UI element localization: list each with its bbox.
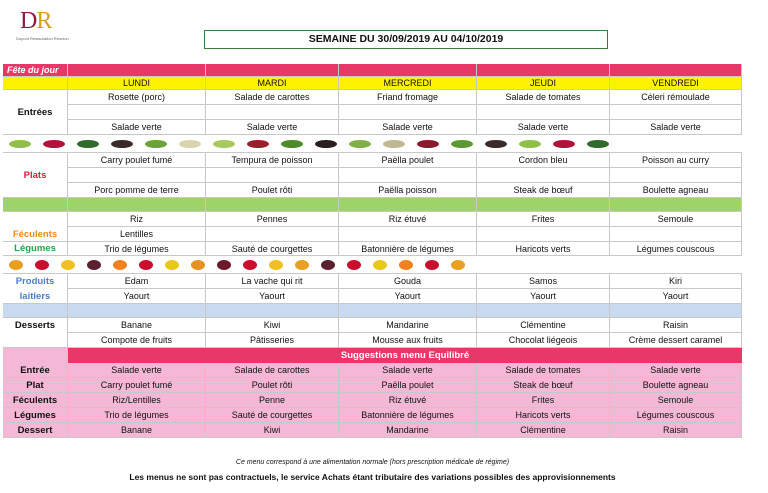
menu-cell[interactable] <box>206 227 339 242</box>
fete-cell[interactable] <box>339 64 477 77</box>
fete-label[interactable]: Fête du jour <box>3 64 68 77</box>
menu-cell[interactable]: Salade verte <box>68 120 206 135</box>
menu-cell[interactable]: Haricots verts <box>477 242 610 256</box>
separator-cell[interactable] <box>68 198 206 212</box>
suggestions-banner <box>3 348 742 363</box>
vegetable-icon <box>77 140 99 148</box>
suggestion-label[interactable]: Féculents <box>3 393 68 408</box>
suggestion-row <box>3 408 742 423</box>
menu-cell[interactable]: Mousse aux fruits <box>339 333 477 348</box>
blue-separator <box>3 304 742 318</box>
menu-cell[interactable] <box>339 168 477 183</box>
menu-cell[interactable]: Frites <box>477 212 610 227</box>
menu-cell[interactable]: Yaourt <box>477 289 610 304</box>
legumes-label[interactable]: Légumes <box>3 242 68 256</box>
vegetable-icon <box>349 140 371 148</box>
entrees-row-1 <box>3 90 742 105</box>
fruits-decoration <box>3 256 742 274</box>
suggestion-row <box>3 423 742 438</box>
menu-cell[interactable]: Pâtisseries <box>206 333 339 348</box>
fete-row <box>3 64 742 77</box>
plats-row-3 <box>3 183 742 198</box>
menu-cell[interactable]: Sauté de courgettes <box>206 242 339 256</box>
label-spacer <box>3 120 68 135</box>
suggestion-cell[interactable]: Salade de carottes <box>206 363 339 378</box>
suggestion-label[interactable]: Entrée <box>3 363 68 378</box>
menu-cell[interactable]: Banane <box>68 318 206 333</box>
logo-mark: DR <box>20 8 52 34</box>
fete-cell[interactable] <box>610 64 742 77</box>
vegetable-icon <box>145 140 167 148</box>
menu-cell[interactable]: Kiri <box>610 274 742 289</box>
separator-cell[interactable] <box>610 198 742 212</box>
laitiers-label-1[interactable]: Produits <box>3 274 68 289</box>
suggestion-row <box>3 393 742 408</box>
suggestion-row <box>3 378 742 393</box>
logo <box>16 8 86 44</box>
fruit-icon <box>425 260 439 270</box>
fruit-icon <box>295 260 309 270</box>
menu-cell[interactable]: Clémentine <box>477 318 610 333</box>
menu-cell[interactable]: Cordon bleu <box>477 153 610 168</box>
menu-cell[interactable] <box>206 105 339 120</box>
desserts-row-1 <box>3 318 742 333</box>
note-disclaimer: Les menus ne sont pas contractuels, le service Achats étant tributaire des variations possibles des approvisionnements <box>129 472 616 482</box>
fruit-icon <box>139 260 153 270</box>
menu-cell[interactable] <box>610 227 742 242</box>
suggestion-cell[interactable]: Semoule <box>610 393 742 408</box>
menu-cell[interactable]: Yaourt <box>206 289 339 304</box>
suggestion-cell[interactable]: Trio de légumes <box>68 408 206 423</box>
menu-cell[interactable]: La vache qui rit <box>206 274 339 289</box>
label-spacer <box>3 90 68 105</box>
fruit-icon <box>243 260 257 270</box>
suggestion-cell[interactable]: Raisin <box>610 423 742 438</box>
suggestion-cell[interactable]: Poulet rôti <box>206 378 339 393</box>
menu-cell[interactable]: Gouda <box>339 274 477 289</box>
separator-cell[interactable] <box>477 304 610 318</box>
separator-cell[interactable] <box>206 198 339 212</box>
separator-cell[interactable] <box>3 304 68 318</box>
menu-cell[interactable] <box>477 105 610 120</box>
suggestion-cell[interactable]: Riz/Lentilles <box>68 393 206 408</box>
fruit-icon <box>113 260 127 270</box>
desserts-label[interactable]: Desserts <box>3 318 68 333</box>
menu-cell[interactable]: Tempura de poisson <box>206 153 339 168</box>
menu-cell[interactable] <box>339 227 477 242</box>
day-header[interactable]: VENDREDI <box>610 77 742 90</box>
vegetable-icon <box>451 140 473 148</box>
menu-cell[interactable]: Poisson au curry <box>610 153 742 168</box>
feculents-label[interactable]: Féculents <box>3 227 68 242</box>
suggestion-cell[interactable]: Sauté de courgettes <box>206 408 339 423</box>
menu-cell[interactable]: Salade de carottes <box>206 90 339 105</box>
suggestion-label[interactable]: Dessert <box>3 423 68 438</box>
menu-cell[interactable]: Paëlla poulet <box>339 153 477 168</box>
logo-subtitle: Dupont Restauration Réunion <box>16 36 69 41</box>
menu-cell[interactable]: Salade verte <box>339 120 477 135</box>
days-row <box>3 77 742 90</box>
desserts-row-2 <box>3 333 742 348</box>
day-header[interactable]: LUNDI <box>68 77 206 90</box>
label-spacer <box>3 153 68 168</box>
suggestion-cell[interactable]: Boulette agneau <box>610 378 742 393</box>
vegetable-icon <box>111 140 133 148</box>
plats-row-2 <box>3 168 742 183</box>
suggestion-cell[interactable]: Haricots verts <box>477 408 610 423</box>
vegetable-icon <box>519 140 541 148</box>
vegetable-icon <box>315 140 337 148</box>
fruit-icon <box>217 260 231 270</box>
menu-cell[interactable]: Pennes <box>206 212 339 227</box>
menu-cell[interactable]: Carry poulet fumé <box>68 153 206 168</box>
suggestion-cell[interactable]: Salade verte <box>68 363 206 378</box>
label-spacer <box>3 212 68 227</box>
laitiers-row-2 <box>3 289 742 304</box>
entrees-label[interactable]: Entrées <box>3 105 68 120</box>
menu-cell[interactable]: Compote de fruits <box>68 333 206 348</box>
separator-cell[interactable] <box>477 198 610 212</box>
fruit-icon <box>269 260 283 270</box>
suggestion-cell[interactable]: Clémentine <box>477 423 610 438</box>
menu-cell[interactable]: Chocolat liégeois <box>477 333 610 348</box>
suggestion-cell[interactable]: Steak de bœuf <box>477 378 610 393</box>
suggestion-cell[interactable]: Kiwi <box>206 423 339 438</box>
separator-cell[interactable] <box>3 198 68 212</box>
menu-cell[interactable] <box>477 168 610 183</box>
entrees-row-3 <box>3 120 742 135</box>
menu-cell[interactable]: Riz étuvé <box>339 212 477 227</box>
suggestion-cell[interactable]: Paëlla poulet <box>339 378 477 393</box>
suggestion-cell[interactable]: Batonnière de légumes <box>339 408 477 423</box>
suggestion-cell[interactable]: Légumes couscous <box>610 408 742 423</box>
menu-cell[interactable] <box>68 105 206 120</box>
laitiers-row-1 <box>3 274 742 289</box>
vegetable-icon <box>553 140 575 148</box>
suggestion-cell[interactable]: Carry poulet fumé <box>68 378 206 393</box>
menu-cell[interactable]: Lentilles <box>68 227 206 242</box>
fruit-icon <box>191 260 205 270</box>
feculents-row-1 <box>3 212 742 227</box>
suggestion-cell[interactable]: Salade verte <box>339 363 477 378</box>
banner-left[interactable] <box>3 348 68 363</box>
suggestion-label[interactable]: Légumes <box>3 408 68 423</box>
fruit-icon <box>347 260 361 270</box>
corner-cell[interactable] <box>3 77 68 90</box>
fruit-icon <box>87 260 101 270</box>
menu-cell[interactable]: Porc pomme de terre <box>68 183 206 198</box>
legumes-row <box>3 242 742 256</box>
menu-grid <box>3 64 742 438</box>
vegetable-icon <box>281 140 303 148</box>
vegetable-icon <box>9 140 31 148</box>
vegetable-icon <box>417 140 439 148</box>
menu-cell[interactable]: Légumes couscous <box>610 242 742 256</box>
fruit-icon <box>451 260 465 270</box>
fete-cell[interactable] <box>477 64 610 77</box>
fruit-icon <box>61 260 75 270</box>
menu-cell[interactable]: Salade verte <box>206 120 339 135</box>
week-title[interactable]: SEMAINE DU 30/09/2019 AU 04/10/2019 <box>204 30 608 49</box>
suggestion-cell[interactable]: Banane <box>68 423 206 438</box>
menu-cell[interactable]: Steak de bœuf <box>477 183 610 198</box>
vegetable-icon <box>383 140 405 148</box>
fete-cell[interactable] <box>68 64 206 77</box>
suggestions-title[interactable]: Suggestions menu Equilibré <box>68 348 742 363</box>
label-spacer <box>3 183 68 198</box>
menu-cell[interactable]: Edam <box>68 274 206 289</box>
menu-cell[interactable]: Boulette agneau <box>610 183 742 198</box>
suggestion-cell[interactable]: Penne <box>206 393 339 408</box>
plats-label[interactable]: Plats <box>3 168 68 183</box>
menu-cell[interactable]: Yaourt <box>68 289 206 304</box>
vegetable-icon <box>43 140 65 148</box>
menu-cell[interactable]: Raisin <box>610 318 742 333</box>
menu-cell[interactable] <box>610 105 742 120</box>
fruit-icon <box>165 260 179 270</box>
menu-cell[interactable] <box>206 168 339 183</box>
fruit-icon <box>35 260 49 270</box>
vegetable-icon <box>213 140 235 148</box>
menu-cell[interactable]: Céleri rémoulade <box>610 90 742 105</box>
menu-cell[interactable]: Yaourt <box>339 289 477 304</box>
suggestion-cell[interactable]: Frites <box>477 393 610 408</box>
menu-cell[interactable]: Samos <box>477 274 610 289</box>
menu-cell[interactable]: Paëlla poisson <box>339 183 477 198</box>
menu-cell[interactable]: Salade verte <box>477 120 610 135</box>
suggestion-row <box>3 363 742 378</box>
plats-row-1 <box>3 153 742 168</box>
fruit-icon <box>321 260 335 270</box>
day-header[interactable]: MERCREDI <box>339 77 477 90</box>
menu-cell[interactable] <box>477 227 610 242</box>
suggestion-cell[interactable]: Riz étuvé <box>339 393 477 408</box>
vegetables-decoration <box>3 135 742 153</box>
menu-cell[interactable]: Mandarine <box>339 318 477 333</box>
suggestion-cell[interactable]: Mandarine <box>339 423 477 438</box>
menu-cell[interactable]: Kiwi <box>206 318 339 333</box>
vegetable-icon <box>485 140 507 148</box>
menu-cell[interactable] <box>339 105 477 120</box>
menu-cell[interactable]: Trio de légumes <box>68 242 206 256</box>
menu-cell[interactable]: Poulet rôti <box>206 183 339 198</box>
vegetable-icon <box>247 140 269 148</box>
separator-cell[interactable] <box>339 198 477 212</box>
fruit-icon <box>399 260 413 270</box>
note-normal-diet: Ce menu correspond à une alimentation normale (hors prescription médicale de régime) <box>235 459 510 466</box>
day-header[interactable]: MARDI <box>206 77 339 90</box>
menu-cell[interactable]: Semoule <box>610 212 742 227</box>
menu-cell[interactable]: Friand fromage <box>339 90 477 105</box>
menu-cell[interactable]: Crème dessert caramel <box>610 333 742 348</box>
menu-cell[interactable] <box>68 168 206 183</box>
vegetable-icon <box>179 140 201 148</box>
suggestion-cell[interactable]: Salade de tomates <box>477 363 610 378</box>
menu-cell[interactable]: Riz <box>68 212 206 227</box>
menu-cell[interactable]: Salade de tomates <box>477 90 610 105</box>
laitiers-label-2[interactable]: laitiers <box>3 289 68 304</box>
menu-cell[interactable]: Yaourt <box>610 289 742 304</box>
fruit-icon <box>9 260 23 270</box>
green-separator <box>3 198 742 212</box>
vegetable-icon <box>587 140 609 148</box>
fruit-icon <box>373 260 387 270</box>
suggestion-label[interactable]: Plat <box>3 378 68 393</box>
fete-cell[interactable] <box>206 64 339 77</box>
menu-cell[interactable]: Salade verte <box>610 120 742 135</box>
separator-cell[interactable] <box>610 304 742 318</box>
menu-cell[interactable]: Batonnière de légumes <box>339 242 477 256</box>
separator-cell[interactable] <box>68 304 206 318</box>
entrees-row-2 <box>3 105 742 120</box>
menu-cell[interactable] <box>610 168 742 183</box>
separator-cell[interactable] <box>339 304 477 318</box>
day-header[interactable]: JEUDI <box>477 77 610 90</box>
separator-cell[interactable] <box>206 304 339 318</box>
feculents-row-2 <box>3 227 742 242</box>
suggestion-cell[interactable]: Salade verte <box>610 363 742 378</box>
menu-cell[interactable]: Rosette (porc) <box>68 90 206 105</box>
label-spacer <box>3 333 68 348</box>
